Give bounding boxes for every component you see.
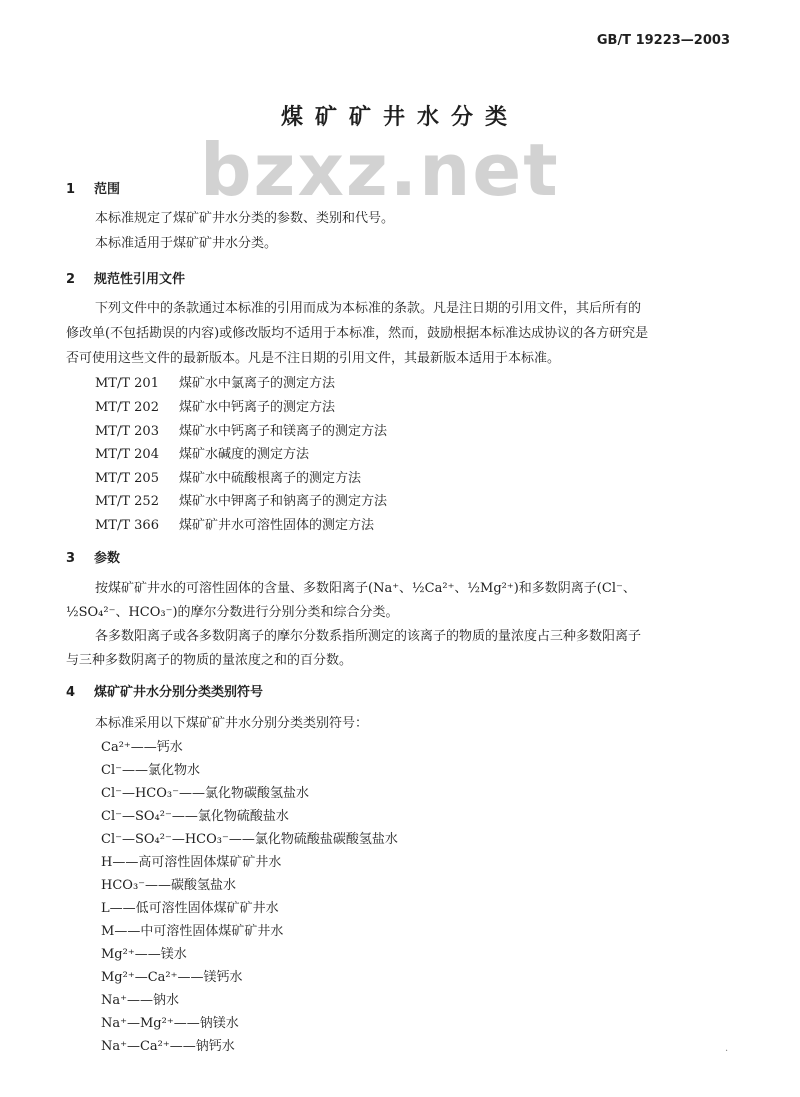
reference-title: 煤矿水碱度的测定方法 xyxy=(179,447,310,462)
class-code: Cl⁻ xyxy=(101,763,122,778)
class-name: 氯化物硫酸盐水 xyxy=(197,809,289,824)
reference-code: MT/T 201 xyxy=(95,376,159,391)
reference-title: 煤矿矿井水可溶性固体的测定方法 xyxy=(179,518,375,533)
class-separator: —— xyxy=(169,1039,196,1054)
reference-code: MT/T 252 xyxy=(95,494,159,509)
section-number: 2 xyxy=(66,272,76,287)
section-4-heading xyxy=(66,681,263,700)
document-title: 煤矿矿井水分类 xyxy=(280,105,519,130)
class-code: Na⁺—Ca²⁺ xyxy=(101,1039,170,1054)
standard-number: GB/T 19223—2003 xyxy=(596,33,730,48)
section-2-heading xyxy=(66,268,185,287)
reference-title: 煤矿水中氯离子的测定方法 xyxy=(179,376,336,391)
class-separator: —— xyxy=(121,763,148,778)
section-number: 3 xyxy=(66,551,76,566)
paragraph-line: 否可使用这些文件的最新版本。凡是不注日期的引用文件，其最新版本适用于本标准。 xyxy=(66,351,561,366)
reference-item xyxy=(95,490,387,509)
reference-code: MT/T 203 xyxy=(95,424,159,439)
reference-title: 煤矿水中钾离子和钠离子的测定方法 xyxy=(179,494,388,509)
class-name: 氯化物硫酸盐碳酸氢盐水 xyxy=(254,832,398,847)
paragraph-line: ½SO₄²⁻、HCO₃⁻)的摩尔分数进行分别分类和综合分类。 xyxy=(66,605,399,620)
class-code: M xyxy=(101,924,115,939)
class-name: 中可溶性固体煤矿矿井水 xyxy=(140,924,284,939)
class-symbol-item xyxy=(101,943,187,962)
paragraph-line: 修改单(不包括勘误的内容)或修改版均不适用于本标准，然而，鼓励根据本标准达成协议的各方研究是 xyxy=(66,326,649,341)
section-title: 规范性引用文件 xyxy=(94,272,186,287)
class-name: 钙水 xyxy=(156,740,183,755)
paragraph-line: 按煤矿矿井水的可溶性固体的含量、多数阳离子(Na⁺、½Ca²⁺、½Mg²⁺)和多数阴离子(Cl⁻、 xyxy=(95,581,636,596)
class-separator: —— xyxy=(178,786,205,801)
reference-code: MT/T 204 xyxy=(95,447,159,462)
class-symbol-item xyxy=(101,759,200,778)
class-separator: —— xyxy=(228,832,255,847)
reference-item xyxy=(95,467,361,486)
class-symbol-item xyxy=(101,736,183,755)
class-symbol-item xyxy=(101,782,309,801)
class-code: Ca²⁺ xyxy=(101,740,131,755)
reference-title: 煤矿水中硫酸根离子的测定方法 xyxy=(179,471,362,486)
class-symbol-item xyxy=(101,920,283,939)
paragraph-line: 下列文件中的条款通过本标准的引用而成为本标准的条款。凡是注日期的引用文件，其后所有的 xyxy=(95,301,642,316)
class-name: 镁钙水 xyxy=(203,970,243,985)
class-name: 钠水 xyxy=(153,993,180,1008)
class-name: 低可溶性固体煤矿矿井水 xyxy=(135,901,279,916)
paragraph-line: 各多数阳离子或各多数阴离子的摩尔分数系指所测定的该离子的物质的量浓度占三种多数阳离子 xyxy=(95,629,642,644)
class-code: Cl⁻—SO₄²⁻—HCO₃⁻ xyxy=(101,832,229,847)
section-1-heading xyxy=(66,178,120,197)
class-code: Cl⁻—SO₄²⁻ xyxy=(101,809,172,824)
class-name: 氯化物碳酸氢盐水 xyxy=(204,786,309,801)
class-name: 钠镁水 xyxy=(199,1016,239,1031)
class-code: Mg²⁺ xyxy=(101,947,135,962)
reference-title: 煤矿水中钙离子和镁离子的测定方法 xyxy=(179,424,388,439)
paragraph: 本标准规定了煤矿矿井水分类的参数、类别和代号。 xyxy=(95,211,395,226)
reference-code: MT/T 202 xyxy=(95,400,159,415)
class-symbol-item xyxy=(101,1035,235,1054)
section-number: 1 xyxy=(66,182,76,197)
reference-item xyxy=(95,514,374,533)
class-separator: —— xyxy=(145,878,172,893)
paragraph: 本标准采用以下煤矿矿井水分别分类类别符号： xyxy=(95,716,369,731)
class-name: 氯化物水 xyxy=(147,763,200,778)
watermark: bzxz.net xyxy=(200,128,560,212)
class-separator: —— xyxy=(177,970,204,985)
class-code: HCO₃⁻ xyxy=(101,878,146,893)
class-code: Cl⁻—HCO₃⁻ xyxy=(101,786,179,801)
class-separator: —— xyxy=(134,947,161,962)
class-separator: —— xyxy=(173,1016,200,1031)
section-title: 范围 xyxy=(94,182,121,197)
class-symbol-item xyxy=(101,966,243,985)
paragraph-line: 与三种多数阴离子的物质的量浓度之和的百分数。 xyxy=(66,653,353,668)
reference-code: MT/T 205 xyxy=(95,471,159,486)
class-symbol-item xyxy=(101,989,179,1008)
paragraph: 本标准适用于煤矿矿井水分类。 xyxy=(95,236,278,251)
class-separator: —— xyxy=(114,924,141,939)
section-title: 煤矿矿井水分别分类类别符号 xyxy=(94,685,264,700)
class-code: H xyxy=(101,855,113,870)
class-symbol-item xyxy=(101,874,236,893)
class-separator: —— xyxy=(171,809,198,824)
class-separator: —— xyxy=(130,740,157,755)
class-name: 钠钙水 xyxy=(195,1039,235,1054)
page-mark: · xyxy=(725,1046,729,1057)
reference-code: MT/T 366 xyxy=(95,518,159,533)
reference-item xyxy=(95,443,309,462)
class-separator: —— xyxy=(127,993,153,1008)
reference-item xyxy=(95,420,387,439)
class-symbol-item xyxy=(101,1012,239,1031)
section-number: 4 xyxy=(66,685,76,700)
reference-item xyxy=(95,372,335,391)
class-code: L xyxy=(101,901,110,916)
class-separator: —— xyxy=(112,855,139,870)
section-title: 参数 xyxy=(94,551,121,566)
class-name: 镁水 xyxy=(160,947,187,962)
class-code: Mg²⁺—Ca²⁺ xyxy=(101,970,178,985)
class-code: Na⁺ xyxy=(101,993,127,1008)
class-symbol-item xyxy=(101,805,289,824)
section-3-heading xyxy=(66,547,120,566)
class-code: Na⁺—Mg²⁺ xyxy=(101,1016,174,1031)
class-symbol-item xyxy=(101,828,398,847)
class-symbol-item xyxy=(101,897,279,916)
class-symbol-item xyxy=(101,851,281,870)
class-separator: —— xyxy=(109,901,136,916)
reference-title: 煤矿水中钙离子的测定方法 xyxy=(179,400,336,415)
class-name: 高可溶性固体煤矿矿井水 xyxy=(138,855,282,870)
reference-item xyxy=(95,396,335,415)
class-name: 碳酸氢盐水 xyxy=(171,878,237,893)
